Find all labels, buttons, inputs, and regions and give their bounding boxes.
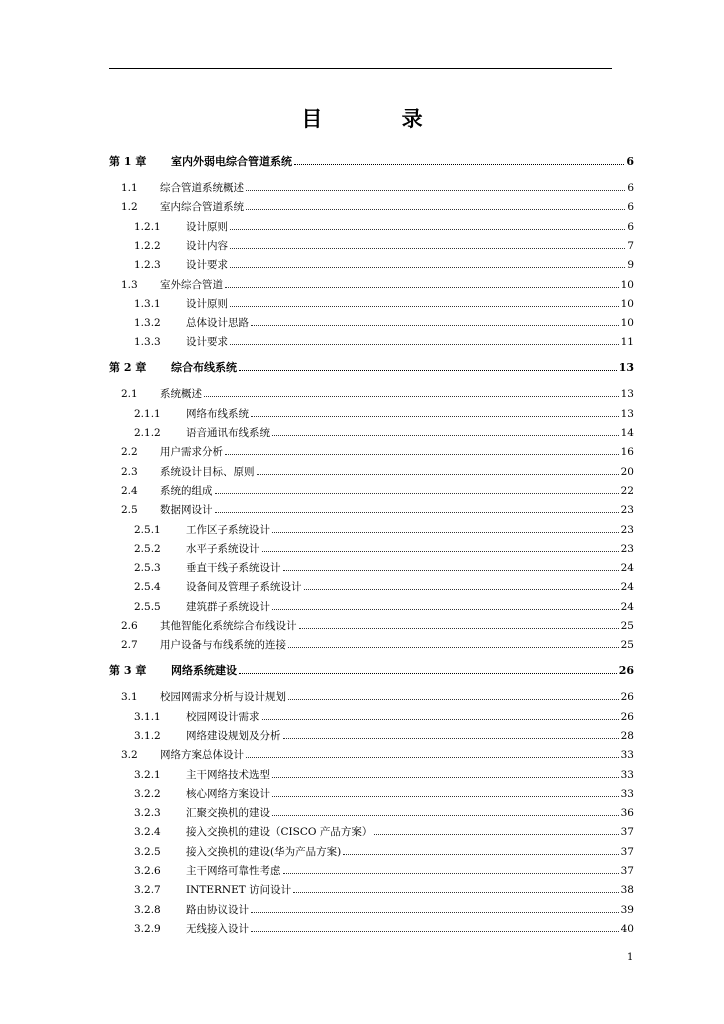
toc-section[interactable] [109, 275, 634, 291]
toc-leader-dots [294, 164, 624, 165]
toc-section[interactable] [109, 197, 634, 213]
toc-entry-page: 24 [620, 600, 634, 613]
toc-leader-dots [304, 589, 619, 590]
toc-entry-page: 6 [627, 182, 634, 194]
toc-subsection[interactable] [109, 236, 634, 252]
toc-entry-number: 2.3 [121, 465, 138, 478]
toc-entry-number: 2.5 [121, 504, 138, 517]
toc-leader-dots [272, 815, 619, 816]
toc-leader-dots [288, 699, 619, 700]
toc-leader-dots [246, 209, 625, 210]
toc-entry-page: 23 [620, 542, 634, 555]
toc-chapter[interactable] [109, 358, 634, 374]
toc-entry-number: 3.1.2 [134, 729, 161, 742]
toc-entry-page: 33 [620, 749, 634, 762]
toc-entry-number: 3.2.7 [134, 884, 161, 897]
toc-subsection[interactable] [109, 861, 634, 877]
toc-entry-title: 室外综合管道 [160, 278, 223, 291]
toc-entry-page: 40 [620, 922, 634, 935]
toc-entry-page: 10 [620, 278, 634, 291]
toc-subsection[interactable] [109, 558, 634, 574]
toc-entry-title: 水平子系统设计 [186, 542, 260, 555]
toc-subsection[interactable] [109, 423, 634, 439]
toc-entry-title: 设计原则 [186, 297, 228, 310]
toc-entry-number: 3.2.6 [134, 865, 161, 877]
toc-entry-number: 1.1 [121, 182, 138, 194]
toc-entry-number: 3.2.2 [134, 787, 161, 800]
toc-entry-page: 10 [620, 317, 634, 330]
toc-entry-number: 1.2 [121, 201, 138, 214]
toc-subsection[interactable] [109, 707, 634, 723]
toc-entry-title: 综合布线系统 [171, 361, 237, 375]
toc-entry-number: 1.3.2 [134, 317, 161, 330]
toc-leader-dots [251, 416, 619, 417]
toc-entry-title: 网络系统建设 [171, 664, 237, 678]
toc-entry-number: 1.3.1 [134, 297, 161, 310]
toc-subsection[interactable] [109, 803, 634, 819]
toc-entry-page: 6 [627, 201, 634, 214]
toc-entry-title: 校园网设计需求 [186, 710, 260, 723]
toc-entry-title: 数据网设计 [160, 504, 213, 517]
toc-subsection[interactable] [109, 577, 634, 593]
toc-entry-page: 23 [620, 523, 634, 536]
header-rule [109, 68, 612, 69]
toc-leader-dots [239, 370, 617, 371]
toc-entry-page: 14 [620, 427, 634, 439]
toc-entry-title: INTERNET 访问设计 [186, 884, 292, 897]
toc-subsection[interactable] [109, 597, 634, 613]
toc-section[interactable] [109, 745, 634, 761]
toc-entry-title: 核心网络方案设计 [186, 787, 270, 800]
toc-entry-page: 13 [618, 361, 634, 375]
toc-entry-title: 工作区子系统设计 [186, 523, 270, 536]
toc-entry-number: 2.6 [121, 620, 138, 632]
toc-entry-number: 1.2.3 [134, 259, 161, 272]
toc-entry-page: 37 [620, 845, 634, 858]
toc-entry-page: 11 [620, 336, 634, 349]
toc-entry-page: 22 [620, 484, 634, 497]
toc-leader-dots [272, 796, 619, 797]
toc-entry-number: 2.5.2 [134, 542, 161, 555]
toc-subsection[interactable] [109, 332, 634, 348]
toc-entry-number: 3.1.1 [134, 710, 161, 723]
toc-entry-title: 室内外弱电综合管道系统 [171, 155, 292, 168]
toc-section[interactable] [109, 442, 634, 458]
toc-subsection[interactable] [109, 294, 634, 310]
toc-subsection[interactable] [109, 880, 634, 896]
toc-entry-page: 6 [627, 220, 634, 233]
toc-entry-title: 建筑群子系统设计 [186, 600, 270, 613]
toc-entry-number: 第 3 章 [109, 664, 147, 678]
toc-entry-title: 接入交换机的建设（CISCO 产品方案） [186, 826, 373, 839]
toc-entry-title: 网络布线系统 [186, 407, 249, 420]
toc-entry-number: 3.2.4 [134, 826, 161, 839]
toc-leader-dots [230, 267, 625, 268]
toc-entry-page: 36 [620, 807, 634, 820]
toc-entry-page: 28 [620, 729, 634, 742]
toc-leader-dots [251, 325, 619, 326]
toc-subsection[interactable] [109, 822, 634, 838]
toc-subsection[interactable] [109, 404, 634, 420]
toc-leader-dots [225, 287, 619, 288]
toc-leader-dots [251, 931, 619, 932]
toc-leader-dots [374, 834, 618, 835]
toc-chapter[interactable] [109, 152, 634, 168]
page-number: 1 [627, 952, 634, 963]
toc-section[interactable] [109, 635, 634, 651]
toc-entry-page: 26 [620, 691, 634, 704]
toc-leader-dots [225, 454, 619, 455]
toc-leader-dots [272, 532, 619, 533]
toc-entry-title: 网络建设规划及分析 [186, 729, 281, 742]
toc-subsection[interactable] [109, 919, 634, 935]
toc-entry-number: 1.3 [121, 278, 138, 291]
toc-leader-dots [283, 873, 619, 874]
toc-entry-number: 2.2 [121, 446, 138, 459]
toc-leader-dots [288, 647, 619, 648]
toc-section[interactable] [109, 178, 634, 194]
toc-entry-number: 1.2.2 [134, 239, 161, 252]
toc-subsection[interactable] [109, 900, 634, 916]
toc-leader-dots [262, 719, 619, 720]
toc-entry-title: 汇聚交换机的建设 [186, 807, 270, 820]
toc-entry-title: 语音通讯布线系统 [186, 427, 270, 439]
toc-section[interactable] [109, 462, 634, 478]
toc-entry-page: 24 [620, 562, 634, 575]
toc-entry-page: 38 [620, 884, 634, 897]
toc-entry-page: 10 [620, 297, 634, 310]
toc-leader-dots [272, 435, 619, 436]
toc-entry-title: 垂直干线子系统设计 [186, 562, 281, 575]
toc-entry-page: 9 [627, 259, 634, 272]
toc-leader-dots [293, 892, 619, 893]
toc-entry-number: 第 2 章 [109, 361, 147, 375]
toc-leader-dots [230, 248, 625, 249]
toc-subsection[interactable] [109, 842, 634, 858]
toc-entry-number: 2.5.1 [134, 523, 161, 536]
toc-leader-dots [272, 609, 619, 610]
toc-entry-page: 33 [620, 768, 634, 781]
toc-chapter[interactable] [109, 661, 634, 677]
toc-entry-title: 其他智能化系统综合布线设计 [160, 620, 297, 632]
toc-leader-dots [204, 396, 619, 397]
toc-entry-number: 3.2.1 [134, 768, 161, 781]
toc-leader-dots [283, 738, 619, 739]
toc-leader-dots [257, 474, 619, 475]
toc-entry-number: 1.2.1 [134, 220, 161, 233]
toc-entry-title: 无线接入设计 [186, 922, 249, 935]
toc-entry-page: 7 [627, 239, 634, 252]
toc-entry-title: 总体设计思路 [186, 317, 249, 330]
toc-entry-title: 用户需求分析 [160, 446, 223, 459]
toc-subsection[interactable] [109, 765, 634, 781]
toc-entry-number: 3.2.8 [134, 903, 161, 916]
toc-leader-dots [230, 229, 625, 230]
toc-entry-number: 2.1.2 [134, 427, 161, 439]
toc-leader-dots [230, 344, 619, 345]
toc-entry-number: 3.2.3 [134, 807, 161, 820]
toc-leader-dots [230, 306, 619, 307]
toc-entry-title: 网络方案总体设计 [160, 749, 244, 762]
toc-entry-page: 26 [618, 664, 634, 678]
toc-entry-page: 25 [620, 620, 634, 632]
toc-entry-page: 26 [620, 710, 634, 723]
toc-entry-page: 13 [620, 407, 634, 420]
toc-entry-number: 2.5.5 [134, 600, 161, 613]
toc-leader-dots [272, 777, 619, 778]
toc-leader-dots [299, 628, 619, 629]
toc-section[interactable] [109, 687, 634, 703]
toc-entry-page: 13 [620, 388, 634, 401]
toc-leader-dots [246, 757, 619, 758]
toc-section[interactable] [109, 616, 634, 632]
toc-section[interactable] [109, 384, 634, 400]
toc-entry-title: 系统设计目标、原则 [160, 465, 255, 478]
toc-entry-title: 室内综合管道系统 [160, 201, 244, 214]
toc-entry-page: 25 [620, 639, 634, 652]
toc-entry-title: 路由协议设计 [186, 903, 249, 916]
toc-subsection[interactable] [109, 784, 634, 800]
toc-subsection[interactable] [109, 255, 634, 271]
toc-subsection[interactable] [109, 726, 634, 742]
toc-entry-page: 33 [620, 787, 634, 800]
toc-entry-title: 系统的组成 [160, 484, 213, 497]
toc-entry-number: 2.5.4 [134, 581, 161, 594]
toc-entry-page: 6 [626, 155, 634, 168]
toc-entry-title: 综合管道系统概述 [160, 182, 244, 194]
page-title: 目 录 [301, 106, 459, 131]
toc-entry-page: 23 [620, 504, 634, 517]
toc-entry-number: 1.3.3 [134, 336, 161, 349]
toc-entry-page: 24 [620, 581, 634, 594]
toc-entry-number: 2.1.1 [134, 407, 161, 420]
toc-entry-number: 3.2.9 [134, 922, 161, 935]
toc-entry-page: 16 [620, 446, 634, 459]
toc-subsection[interactable] [109, 539, 634, 555]
toc-entry-number: 3.2.5 [134, 845, 161, 858]
toc-leader-dots [246, 190, 625, 191]
toc-entry-title: 校园网需求分析与设计规划 [160, 691, 286, 704]
toc-entry-page: 37 [620, 826, 634, 839]
toc-entry-title: 设计内容 [186, 239, 228, 252]
toc-entry-page: 20 [620, 465, 634, 478]
toc-entry-page: 39 [620, 903, 634, 916]
toc-entry-number: 2.5.3 [134, 562, 161, 575]
toc-entry-page: 37 [620, 865, 634, 877]
toc-subsection[interactable] [109, 217, 634, 233]
toc-leader-dots [262, 551, 619, 552]
toc-entry-number: 2.1 [121, 388, 138, 401]
toc-leader-dots [239, 673, 617, 674]
toc-subsection[interactable] [109, 520, 634, 536]
toc-leader-dots [251, 912, 619, 913]
toc-entry-title: 设计要求 [186, 259, 228, 272]
toc-leader-dots [283, 570, 619, 571]
toc-entry-title: 设计要求 [186, 336, 228, 349]
toc-entry-title: 主干网络技术选型 [186, 768, 270, 781]
toc-entry-number: 2.4 [121, 484, 138, 497]
toc-section[interactable] [109, 500, 634, 516]
toc-entry-title: 设计原则 [186, 220, 228, 233]
toc-entry-title: 主干网络可靠性考虑 [186, 865, 281, 877]
toc-leader-dots [215, 493, 619, 494]
toc-entry-title: 用户设备与布线系统的连接 [160, 639, 286, 652]
toc-subsection[interactable] [109, 313, 634, 329]
toc-entry-number: 2.7 [121, 639, 138, 652]
toc-entry-title: 设备间及管理子系统设计 [186, 581, 302, 594]
toc-entry-title: 接入交换机的建设(华为产品方案) [186, 845, 342, 858]
toc-entry-title: 系统概述 [160, 388, 202, 401]
toc-leader-dots [215, 512, 619, 513]
toc-entry-number: 3.1 [121, 691, 138, 704]
toc-entry-number: 3.2 [121, 749, 138, 762]
toc-leader-dots [343, 854, 618, 855]
toc-section[interactable] [109, 481, 634, 497]
toc-entry-number: 第 1 章 [109, 155, 147, 168]
